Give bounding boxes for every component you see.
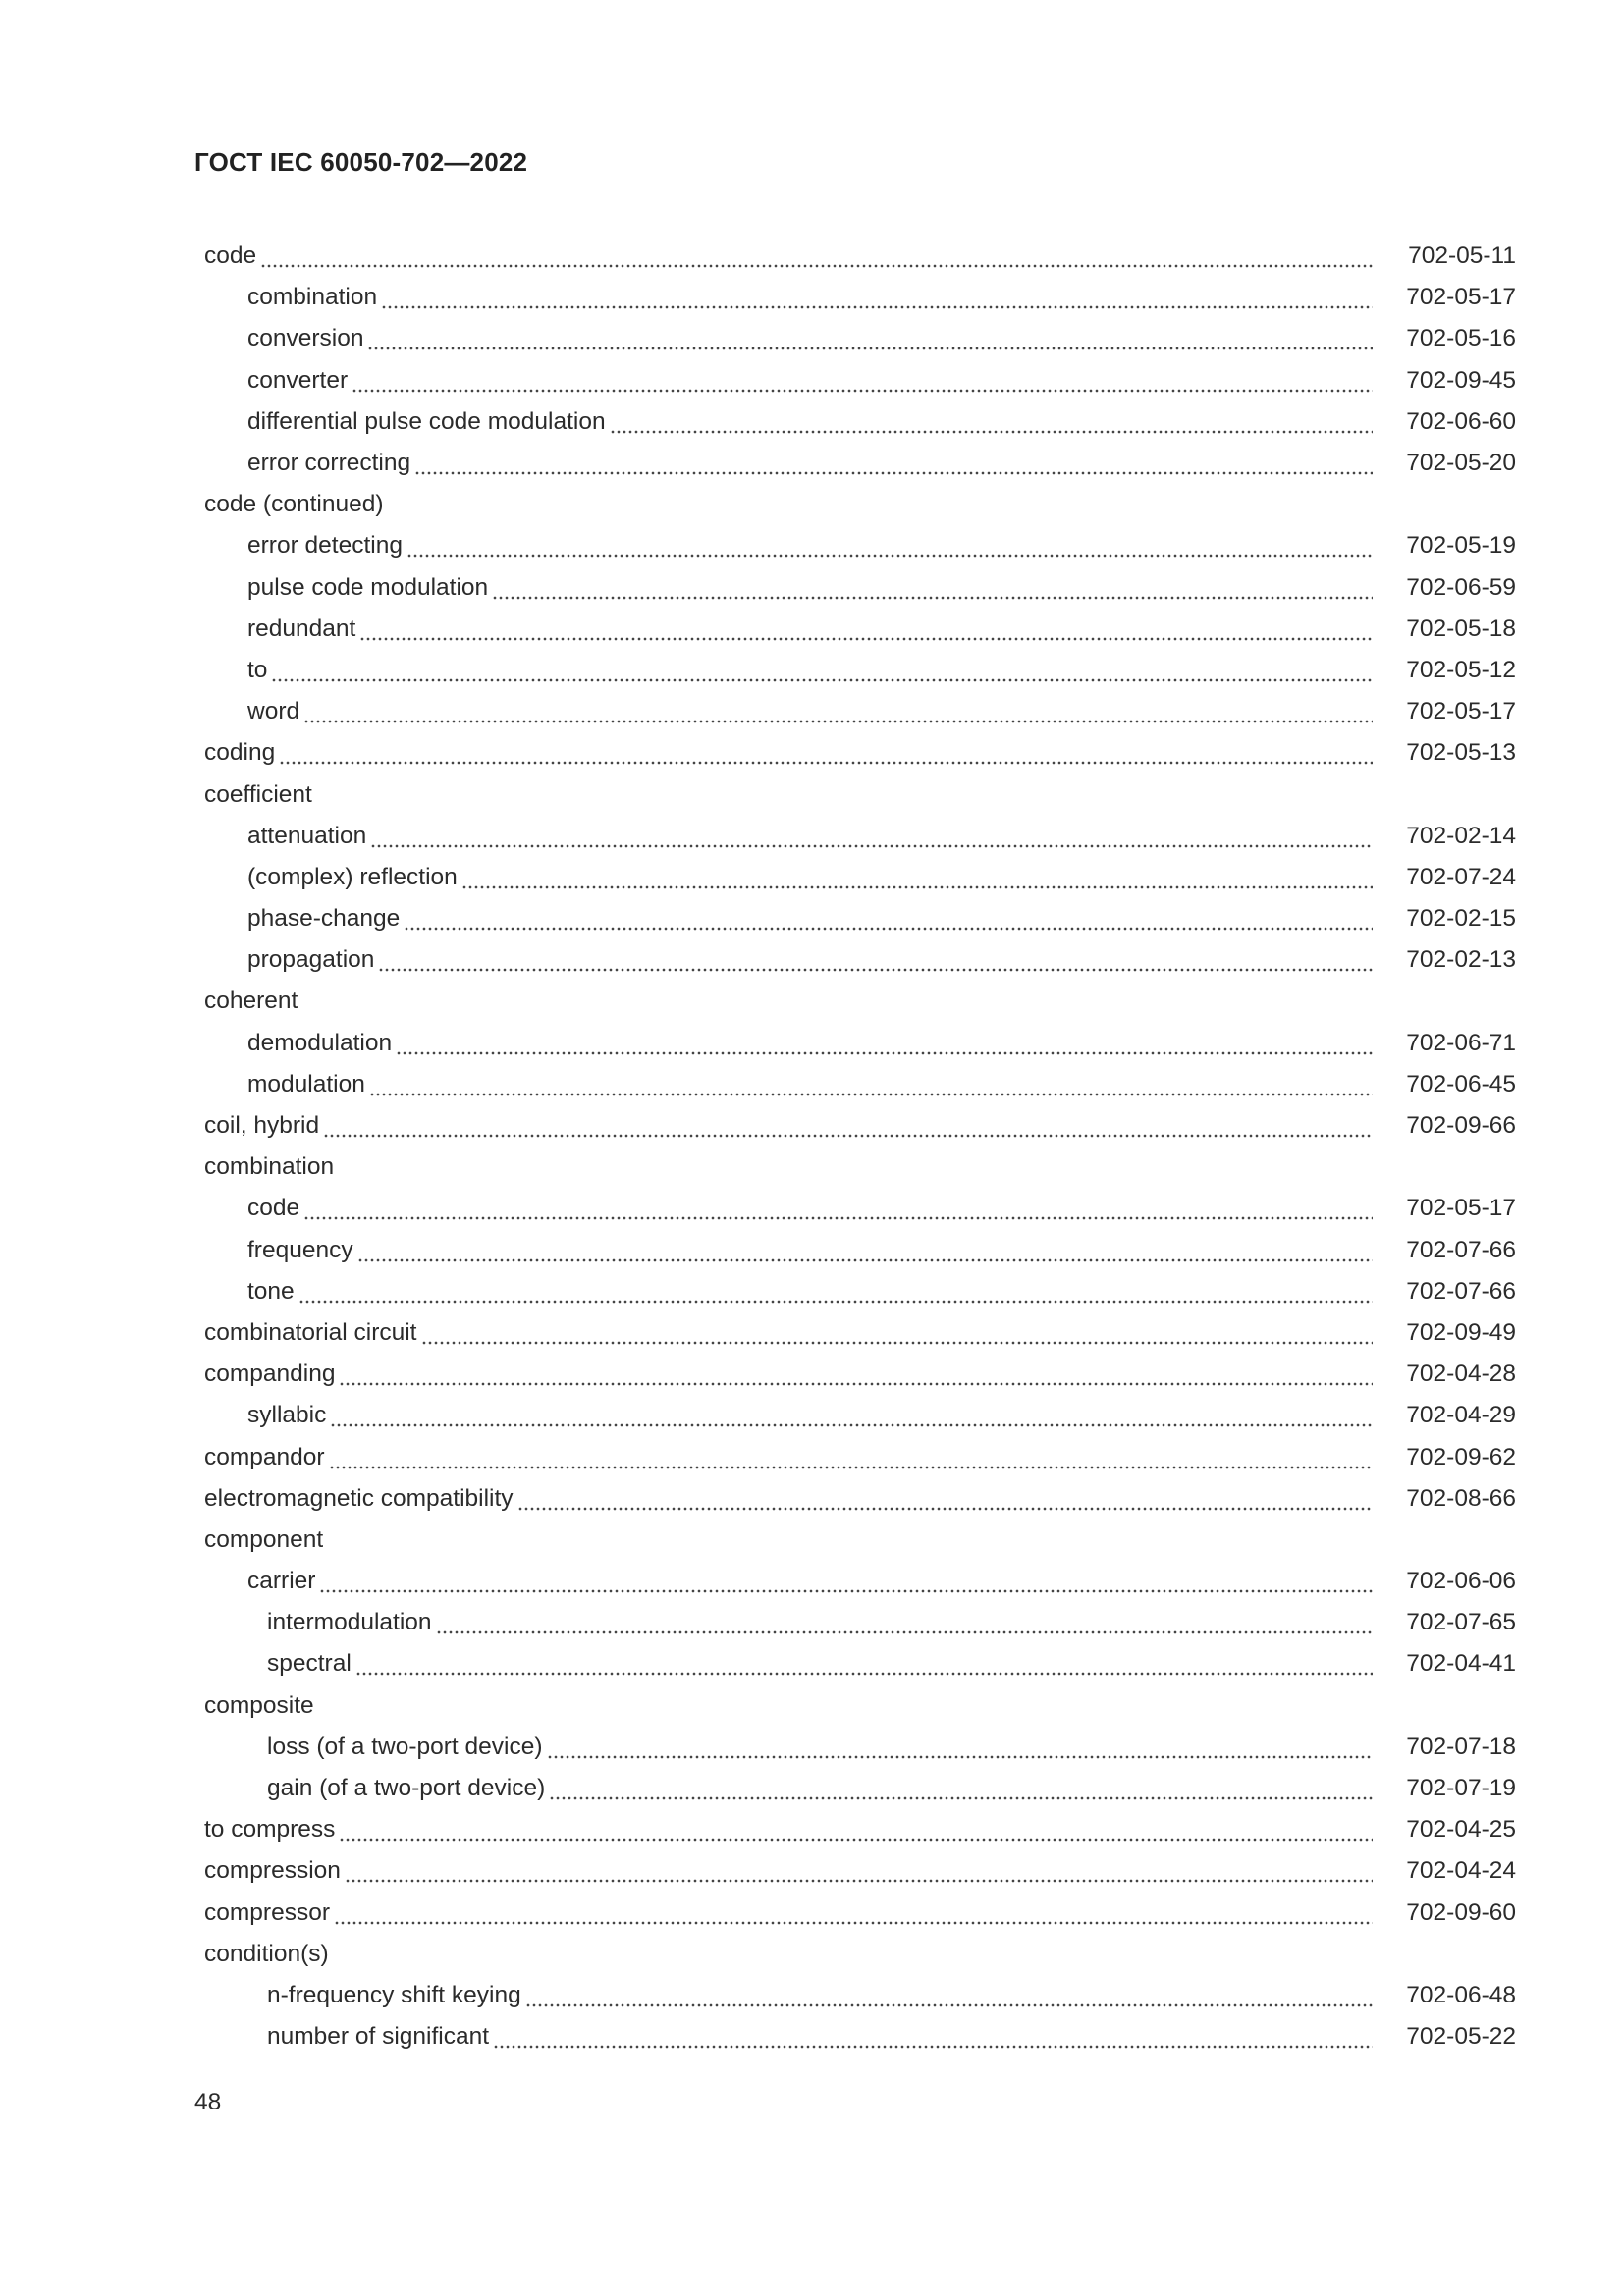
index-reference: 702-05-20: [1406, 450, 1516, 477]
index-entry: [204, 1023, 1516, 1064]
index-entry: [204, 1934, 1516, 1975]
index-term: (complex) reflection: [247, 863, 458, 890]
index-entry: [204, 1685, 1516, 1727]
index-term: tone: [247, 1277, 295, 1305]
index-entry: [204, 1312, 1516, 1354]
index-reference: 702-09-62: [1406, 1443, 1516, 1470]
index-term: carrier: [247, 1568, 316, 1595]
index-term: error detecting: [247, 532, 403, 560]
dot-leader: [345, 1864, 1373, 1884]
dot-leader: [323, 1119, 1373, 1139]
index-entry: [204, 1850, 1516, 1892]
dot-leader: [492, 581, 1373, 601]
index-entry: [204, 1271, 1516, 1312]
index-term: condition(s): [204, 1940, 329, 1967]
index-term: to: [247, 656, 268, 683]
dot-leader: [517, 1492, 1373, 1512]
index-term: compressor: [204, 1898, 330, 1926]
index-reference: 702-05-17: [1406, 1195, 1516, 1222]
page-number: 48: [194, 2089, 222, 2115]
index-entry: [204, 1520, 1516, 1561]
index-term: to compress: [204, 1816, 336, 1843]
index-entry: [204, 318, 1516, 359]
dot-leader: [549, 1782, 1373, 1801]
index-term: frequency: [247, 1236, 353, 1263]
dot-leader: [260, 249, 1373, 269]
index-term: loss (of a two-port device): [267, 1733, 543, 1760]
index-term: coherent: [204, 988, 298, 1015]
dot-leader: [404, 912, 1373, 932]
index-reference: 702-05-18: [1406, 614, 1516, 642]
dot-leader: [339, 1823, 1373, 1842]
index-term: demodulation: [247, 1029, 393, 1056]
dot-leader: [329, 1451, 1373, 1470]
index-entry: [204, 981, 1516, 1022]
dot-leader: [381, 291, 1373, 310]
index-entry: [204, 1354, 1516, 1395]
index-term: electromagnetic compatibility: [204, 1484, 514, 1512]
dot-leader: [330, 1409, 1373, 1428]
index-entry: [204, 1768, 1516, 1809]
index-term: phase-change: [247, 905, 401, 933]
index-term: code: [204, 242, 257, 270]
index-entry: [204, 1064, 1516, 1105]
dot-leader: [436, 1616, 1373, 1635]
index-term: modulation: [247, 1070, 365, 1097]
dot-leader: [421, 1326, 1374, 1346]
index-term: number of significant: [267, 2023, 490, 2051]
index-entry: [204, 525, 1516, 566]
dot-leader: [279, 746, 1373, 766]
document-header: ГОСТ IEC 60050-702—2022: [194, 147, 528, 177]
index-reference: 702-07-24: [1406, 863, 1516, 890]
index-entry: [204, 1975, 1516, 2016]
index-entry: [204, 1436, 1516, 1477]
dot-leader: [610, 415, 1373, 435]
index-reference: 702-05-22: [1406, 2023, 1516, 2051]
index-reference: 702-05-17: [1406, 284, 1516, 311]
index-entry: [204, 236, 1516, 277]
index-reference: 702-04-29: [1406, 1402, 1516, 1429]
index-term: syllabic: [247, 1402, 327, 1429]
index-entry: [204, 816, 1516, 857]
dot-leader: [303, 1201, 1373, 1221]
index-term: pulse code modulation: [247, 573, 489, 601]
index-reference: 702-06-06: [1406, 1568, 1516, 1595]
index-term: companding: [204, 1361, 336, 1388]
dot-leader: [357, 1244, 1373, 1263]
index-reference: 702-06-60: [1406, 407, 1516, 435]
index-reference: 702-04-24: [1406, 1857, 1516, 1885]
index-term: component: [204, 1525, 324, 1553]
index-entry: [204, 1893, 1516, 1934]
index-entry: [204, 360, 1516, 401]
index-term: converter: [247, 366, 349, 394]
index-entry: [204, 1727, 1516, 1768]
index-reference: 702-05-19: [1406, 532, 1516, 560]
index-entry: [204, 1561, 1516, 1602]
dot-leader: [414, 456, 1373, 476]
index-reference: 702-06-48: [1406, 1981, 1516, 2008]
index-term: attenuation: [247, 822, 367, 849]
index-entry: [204, 609, 1516, 650]
dot-leader: [406, 539, 1373, 559]
index-term: n-frequency shift keying: [267, 1981, 521, 2008]
index-reference: 702-09-49: [1406, 1318, 1516, 1346]
index-term: combination: [247, 284, 378, 311]
index-term: intermodulation: [267, 1609, 432, 1636]
index-entry: [204, 401, 1516, 443]
index-term: spectral: [267, 1650, 352, 1678]
index-entry: [204, 774, 1516, 815]
index-entry: [204, 1809, 1516, 1850]
index-reference: 702-04-41: [1406, 1650, 1516, 1678]
index-reference: 702-05-11: [1408, 242, 1516, 270]
dot-leader: [525, 1989, 1373, 2008]
index-entry: [204, 2016, 1516, 2057]
dot-leader: [334, 1906, 1373, 1926]
dot-leader: [271, 664, 1373, 683]
dot-leader: [396, 1037, 1373, 1056]
index-reference: 702-09-60: [1406, 1898, 1516, 1926]
index-reference: 702-06-45: [1406, 1070, 1516, 1097]
index-term: error correcting: [247, 450, 411, 477]
index-entry: [204, 567, 1516, 609]
dot-leader: [378, 953, 1373, 973]
index-reference: 702-09-66: [1406, 1112, 1516, 1140]
dot-leader: [461, 871, 1373, 890]
index-term: code: [247, 1195, 300, 1222]
index-reference: 702-05-17: [1406, 698, 1516, 725]
index-reference: 702-05-13: [1406, 739, 1516, 767]
index-entry: [204, 1230, 1516, 1271]
dot-leader: [303, 705, 1373, 724]
index-term: composite: [204, 1691, 314, 1719]
index-entry: [204, 277, 1516, 318]
index-term: combinatorial circuit: [204, 1318, 417, 1346]
index-entry: [204, 1105, 1516, 1147]
index-reference: 702-04-28: [1406, 1361, 1516, 1388]
index-entry: [204, 1395, 1516, 1436]
index-reference: 702-06-71: [1406, 1029, 1516, 1056]
term-index: [204, 236, 1516, 2057]
index-entry: [204, 857, 1516, 898]
dot-leader: [352, 374, 1373, 394]
index-term: propagation: [247, 946, 375, 974]
index-entry: [204, 484, 1516, 525]
index-reference: 702-07-66: [1406, 1236, 1516, 1263]
index-reference: 702-07-18: [1406, 1733, 1516, 1760]
index-term: coding: [204, 739, 276, 767]
index-term: coefficient: [204, 780, 312, 808]
index-entry: [204, 1188, 1516, 1229]
index-entry: [204, 1478, 1516, 1520]
index-reference: 702-04-25: [1406, 1816, 1516, 1843]
index-entry: [204, 1643, 1516, 1684]
dot-leader: [298, 1285, 1373, 1305]
index-entry: [204, 898, 1516, 939]
index-term: compression: [204, 1857, 341, 1885]
index-term: coil, hybrid: [204, 1112, 320, 1140]
index-reference: 702-06-59: [1406, 573, 1516, 601]
index-entry: [204, 1602, 1516, 1643]
dot-leader: [339, 1367, 1373, 1387]
index-reference: 702-05-12: [1406, 656, 1516, 683]
dot-leader: [493, 2030, 1373, 2050]
index-term: code (continued): [204, 491, 384, 518]
index-term: combination: [204, 1153, 335, 1181]
index-entry: [204, 691, 1516, 732]
index-reference: 702-09-45: [1406, 366, 1516, 394]
index-reference: 702-07-66: [1406, 1277, 1516, 1305]
dot-leader: [367, 332, 1373, 351]
index-term: compandor: [204, 1443, 325, 1470]
index-reference: 702-02-14: [1406, 822, 1516, 849]
index-entry: [204, 1147, 1516, 1188]
index-reference: 702-08-66: [1406, 1484, 1516, 1512]
index-reference: 702-02-13: [1406, 946, 1516, 974]
dot-leader: [370, 829, 1373, 849]
dot-leader: [319, 1575, 1373, 1594]
index-entry: [204, 732, 1516, 774]
index-term: conversion: [247, 325, 364, 352]
dot-leader: [547, 1740, 1374, 1760]
dot-leader: [359, 622, 1373, 642]
index-term: word: [247, 698, 300, 725]
index-reference: 702-05-16: [1406, 325, 1516, 352]
index-reference: 702-02-15: [1406, 905, 1516, 933]
index-entry: [204, 443, 1516, 484]
index-reference: 702-07-65: [1406, 1609, 1516, 1636]
index-term: differential pulse code modulation: [247, 407, 606, 435]
index-term: gain (of a two-port device): [267, 1775, 546, 1802]
index-reference: 702-07-19: [1406, 1775, 1516, 1802]
index-term: redundant: [247, 614, 356, 642]
dot-leader: [355, 1657, 1373, 1677]
index-entry: [204, 939, 1516, 981]
dot-leader: [369, 1078, 1373, 1097]
index-entry: [204, 650, 1516, 691]
